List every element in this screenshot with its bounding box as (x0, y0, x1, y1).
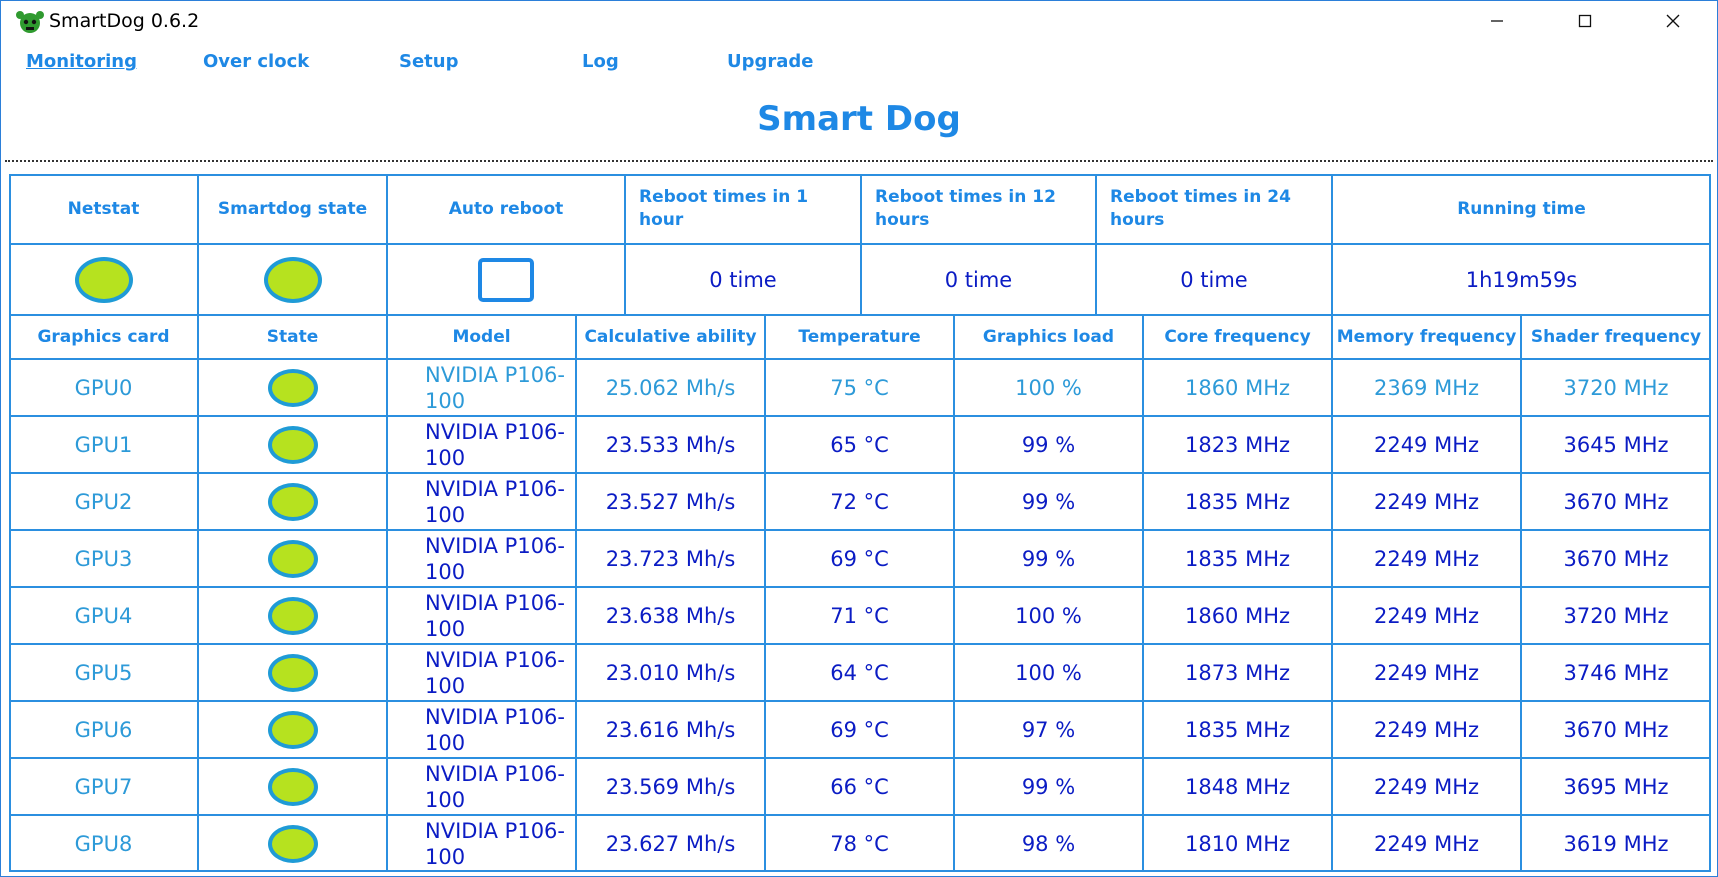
graphics-card-header: Graphics card (37, 327, 170, 347)
gpu-shader-frequency: 3670 MHz (1563, 717, 1669, 742)
gpu-ability: 23.616 Mh/s (605, 717, 736, 742)
smartdog-state-cell (198, 244, 387, 315)
netstat-header: Netstat (67, 199, 140, 219)
menu-setup[interactable]: Setup (399, 51, 459, 72)
gpu-status-indicator (268, 654, 318, 692)
gpu-memory-frequency: 2249 MHz (1373, 831, 1480, 856)
temperature-header: Temperature (798, 327, 921, 347)
gpu-ability: 23.569 Mh/s (605, 774, 736, 799)
gpu-core-frequency: 1873 MHz (1184, 660, 1291, 685)
minimize-button[interactable] (1453, 1, 1541, 41)
gpu-memory-frequency: 2369 MHz (1373, 375, 1480, 400)
gpu-model: NVIDIA P106-100 (425, 362, 565, 413)
gpu-temperature: 72 °C (830, 489, 889, 514)
smartdog-status-indicator (264, 257, 322, 303)
main-menu (1, 51, 1717, 81)
gpu-shader-frequency: 3720 MHz (1563, 375, 1669, 400)
smartdog-logo-icon (15, 9, 45, 35)
close-icon (1666, 14, 1680, 28)
gpu-load: 99 % (1021, 774, 1076, 799)
gpu-load: 98 % (1021, 831, 1076, 856)
gpu-shader-frequency: 3670 MHz (1563, 546, 1669, 571)
gpu-core-frequency: 1860 MHz (1184, 375, 1291, 400)
gpu-temperature: 69 °C (830, 717, 889, 742)
gpu-shader-frequency: 3746 MHz (1563, 660, 1669, 685)
gpu-temperature: 75 °C (830, 375, 889, 400)
gpu-core-frequency: 1860 MHz (1184, 603, 1291, 628)
gpu-core-frequency: 1848 MHz (1184, 774, 1291, 799)
gpu-name: GPU2 (74, 489, 133, 514)
gpu-state-cell (198, 587, 387, 644)
reboot-24h-value: 0 time (1180, 267, 1248, 292)
menu-upgrade[interactable]: Upgrade (727, 51, 814, 72)
gpu-memory-frequency: 2249 MHz (1373, 546, 1480, 571)
divider (5, 160, 1713, 162)
model-header: Model (452, 327, 511, 347)
gpu-load: 99 % (1021, 546, 1076, 571)
gpu-memory-frequency: 2249 MHz (1373, 717, 1480, 742)
menu-monitoring[interactable]: Monitoring (26, 51, 137, 72)
gpu-temperature: 69 °C (830, 546, 889, 571)
window-title: SmartDog 0.6.2 (49, 10, 200, 32)
gpu-name: GPU0 (74, 375, 133, 400)
gpu-load: 100 % (1015, 660, 1082, 685)
gpu-ability: 23.010 Mh/s (605, 660, 736, 685)
gpu-model: NVIDIA P106-100 (425, 419, 565, 470)
calculative-ability-header: Calculative ability (584, 326, 757, 347)
close-button[interactable] (1629, 1, 1717, 41)
gpu-memory-frequency: 2249 MHz (1373, 432, 1480, 457)
memory-frequency-header: Memory frequency (1336, 326, 1517, 347)
menu-log[interactable]: Log (582, 51, 619, 72)
gpu-core-frequency: 1835 MHz (1184, 717, 1291, 742)
gpu-temperature: 64 °C (830, 660, 889, 685)
gpu-shader-frequency: 3720 MHz (1563, 603, 1669, 628)
gpu-load: 99 % (1021, 432, 1076, 457)
gpu-shader-frequency: 3670 MHz (1563, 489, 1669, 514)
gpu-name: GPU6 (74, 717, 133, 742)
gpu-ability: 23.638 Mh/s (605, 603, 736, 628)
state-header: State (266, 327, 319, 347)
smartdog-state-header: Smartdog state (217, 199, 368, 219)
page-title: Smart Dog (757, 99, 961, 139)
gpu-name: GPU3 (74, 546, 133, 571)
gpu-ability: 23.723 Mh/s (605, 546, 736, 571)
gpu-state-cell (198, 359, 387, 416)
gpu-state-cell (198, 530, 387, 587)
reboot-1h-header: Reboot times in 1 hour (639, 187, 809, 230)
gpu-status-indicator (268, 711, 318, 749)
reboot-12h-value: 0 time (944, 267, 1013, 292)
netstat-cell (9, 244, 198, 315)
gpu-status-indicator (268, 597, 318, 635)
auto-reboot-header: Auto reboot (448, 199, 564, 219)
reboot-24h-header: Reboot times in 24 hours (1110, 187, 1291, 230)
gpu-model: NVIDIA P106-100 (425, 476, 565, 527)
gpu-status-indicator (268, 540, 318, 578)
gpu-core-frequency: 1810 MHz (1184, 831, 1291, 856)
gpu-ability: 23.627 Mh/s (605, 831, 736, 856)
auto-reboot-checkbox[interactable] (478, 258, 534, 302)
gpu-name: GPU4 (74, 603, 133, 628)
gpu-load: 97 % (1021, 717, 1076, 742)
gpu-status-indicator (268, 426, 318, 464)
gpu-model: NVIDIA P106-100 (425, 533, 565, 584)
monitoring-grid (9, 174, 1711, 872)
shader-frequency-header: Shader frequency (1530, 326, 1702, 347)
gpu-name: GPU1 (74, 432, 133, 457)
gpu-model: NVIDIA P106-100 (425, 590, 565, 641)
gpu-model: NVIDIA P106-100 (425, 761, 565, 812)
gpu-status-indicator (268, 483, 318, 521)
gpu-ability: 23.527 Mh/s (605, 489, 736, 514)
gpu-memory-frequency: 2249 MHz (1373, 660, 1480, 685)
gpu-state-cell (198, 416, 387, 473)
reboot-12h-header: Reboot times in 12 hours (875, 187, 1056, 230)
reboot-1h-value: 0 time (709, 267, 777, 292)
title-bar[interactable] (1, 1, 1717, 41)
gpu-ability: 23.533 Mh/s (605, 432, 736, 457)
running-time-header: Running time (1457, 199, 1586, 219)
auto-reboot-cell (387, 244, 625, 315)
gpu-shader-frequency: 3645 MHz (1563, 432, 1669, 457)
maximize-button[interactable] (1541, 1, 1629, 41)
gpu-state-cell (198, 644, 387, 701)
gpu-status-indicator (268, 825, 318, 863)
gpu-load: 100 % (1015, 375, 1082, 400)
gpu-core-frequency: 1835 MHz (1184, 489, 1291, 514)
gpu-temperature: 65 °C (830, 432, 889, 457)
running-time-value: 1h19m59s (1465, 267, 1578, 292)
gpu-load: 100 % (1015, 603, 1082, 628)
gpu-model: NVIDIA P106-100 (425, 647, 565, 698)
gpu-temperature: 66 °C (830, 774, 889, 799)
gpu-status-indicator (268, 768, 318, 806)
gpu-model: NVIDIA P106-100 (425, 704, 565, 755)
gpu-name: GPU5 (74, 660, 133, 685)
gpu-state-cell (198, 758, 387, 815)
gpu-shader-frequency: 3695 MHz (1563, 774, 1669, 799)
gpu-state-cell (198, 473, 387, 530)
gpu-temperature: 71 °C (830, 603, 889, 628)
gpu-state-cell (198, 815, 387, 872)
gpu-load: 99 % (1021, 489, 1076, 514)
gpu-model: NVIDIA P106-100 (425, 818, 565, 869)
netstat-status-indicator (75, 257, 133, 303)
gpu-memory-frequency: 2249 MHz (1373, 603, 1480, 628)
gpu-status-indicator (268, 369, 318, 407)
gpu-state-cell (198, 701, 387, 758)
gpu-core-frequency: 1835 MHz (1184, 546, 1291, 571)
gpu-temperature: 78 °C (830, 831, 889, 856)
gpu-memory-frequency: 2249 MHz (1373, 774, 1480, 799)
minimize-icon (1490, 14, 1504, 28)
gpu-memory-frequency: 2249 MHz (1373, 489, 1480, 514)
gpu-shader-frequency: 3619 MHz (1563, 831, 1669, 856)
graphics-load-header: Graphics load (982, 327, 1115, 347)
gpu-core-frequency: 1823 MHz (1184, 432, 1291, 457)
core-frequency-header: Core frequency (1164, 327, 1311, 347)
gpu-name: GPU7 (74, 774, 133, 799)
menu-over-clock[interactable]: Over clock (203, 51, 310, 72)
gpu-name: GPU8 (74, 831, 133, 856)
gpu-ability: 25.062 Mh/s (605, 375, 736, 400)
maximize-icon (1578, 14, 1592, 28)
